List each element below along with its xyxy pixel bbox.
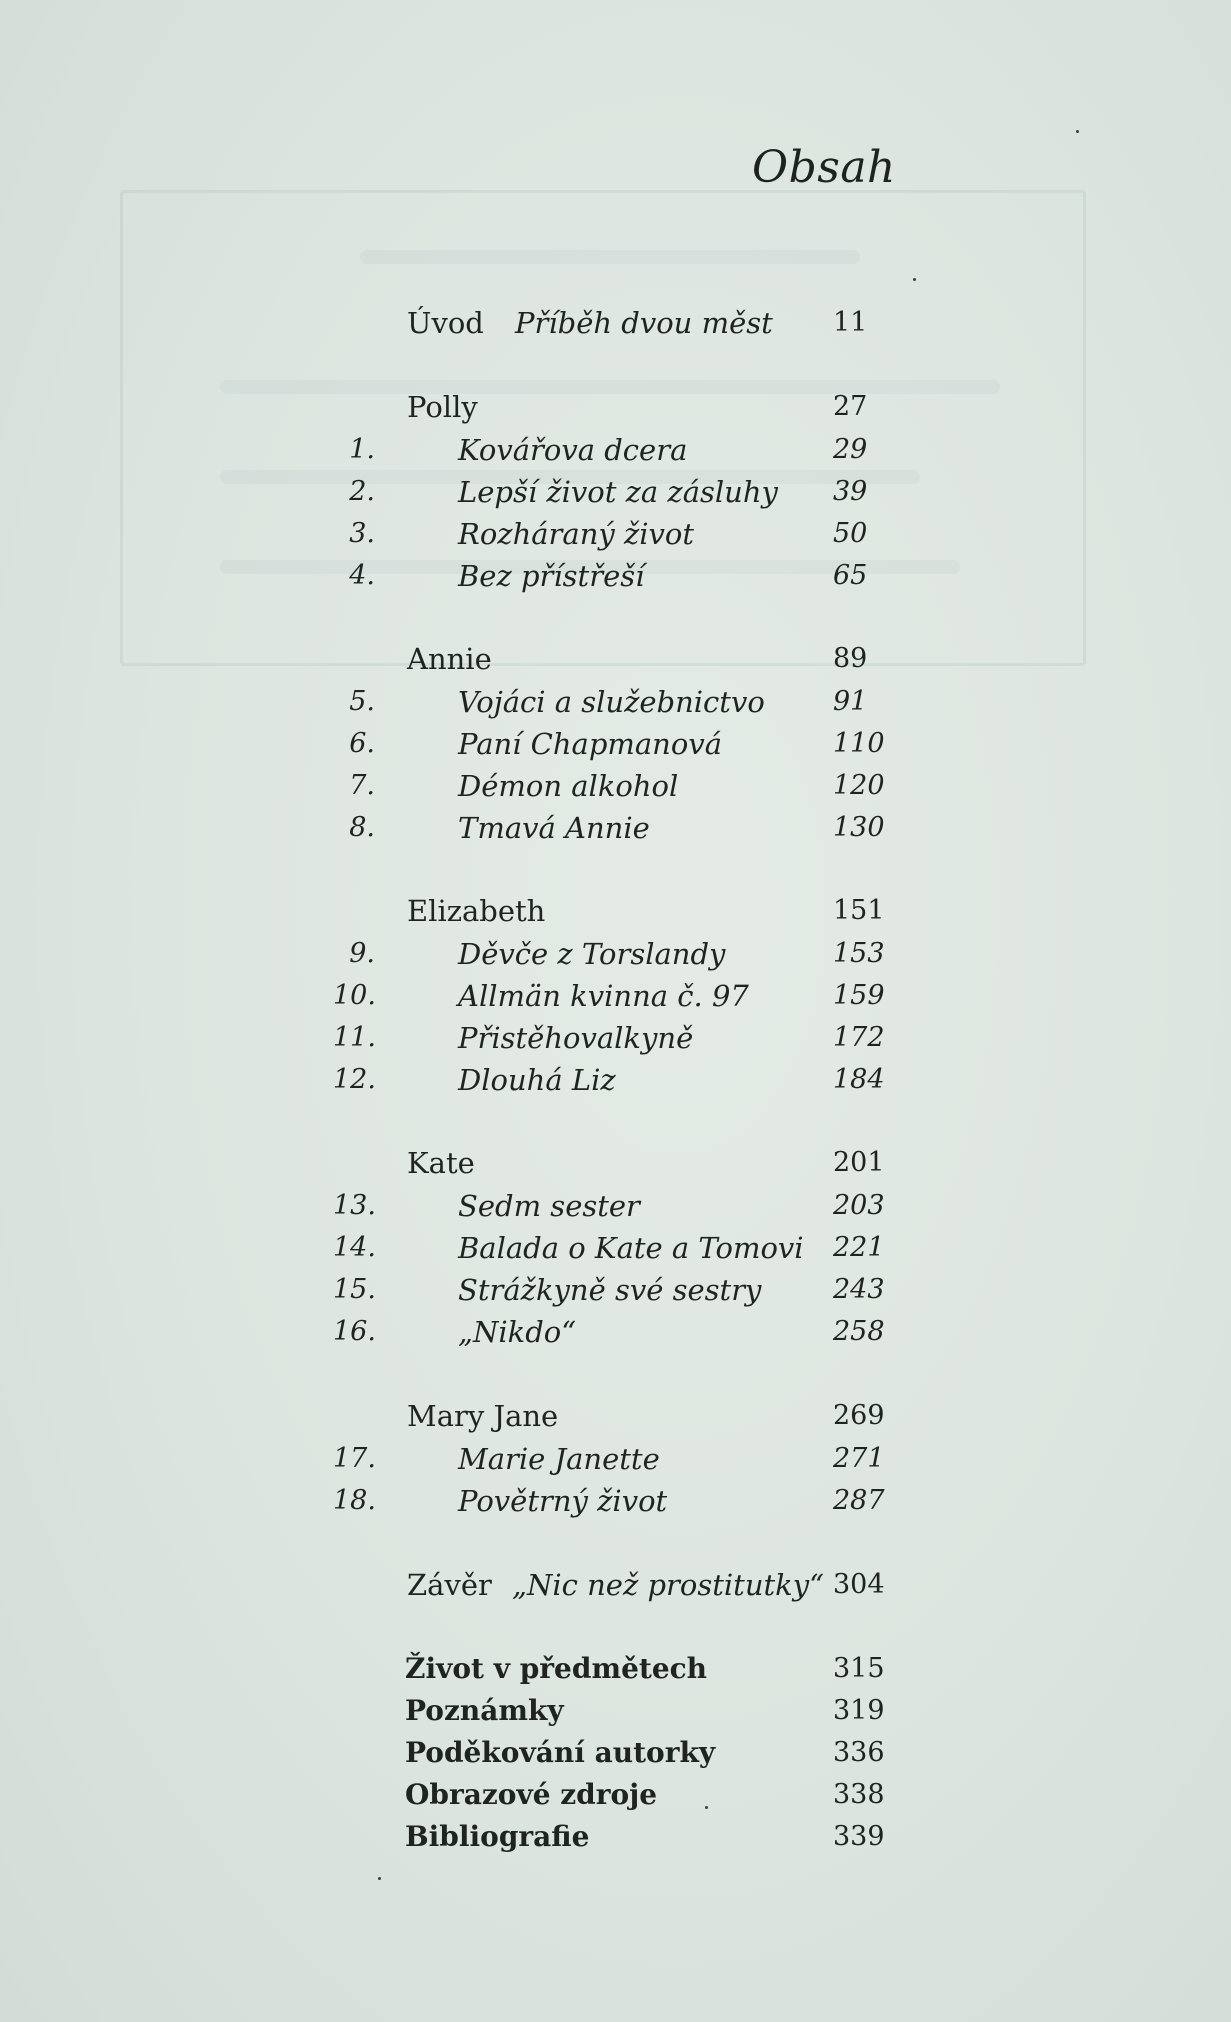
toc-chapter-number: 6. — [349, 728, 375, 759]
toc-back-matter-page: 336 — [833, 1737, 885, 1768]
toc-chapter-number: 1. — [349, 434, 375, 465]
toc-chapter-number: 9. — [349, 938, 375, 969]
toc-chapter-row — [0, 1186, 1231, 1226]
toc-part-page: 269 — [833, 1400, 885, 1431]
toc-chapter-number: 18. — [333, 1485, 376, 1516]
toc-chapter-title: Povětrný život — [458, 1484, 668, 1518]
toc-chapter-page: 203 — [833, 1190, 885, 1221]
toc-chapter-page: 287 — [833, 1485, 885, 1516]
toc-back-matter-page: 315 — [833, 1653, 885, 1684]
toc-chapter-title: Sedm sester — [458, 1189, 640, 1223]
toc-chapter-title: Paní Chapmanová — [458, 727, 722, 761]
toc-back-matter-title: Poděkování autorky — [405, 1736, 716, 1769]
toc-chapter-row — [0, 514, 1231, 554]
toc-back-matter-row — [0, 1775, 1231, 1815]
toc-chapter-page: 65 — [833, 560, 868, 591]
toc-chapter-title: Strážkyně své sestry — [458, 1273, 762, 1307]
toc-part-page: 89 — [833, 643, 868, 674]
toc-chapter-page: 39 — [833, 476, 868, 507]
toc-part-row — [0, 639, 1231, 679]
toc-intro-title: Příběh dvou měst — [515, 306, 773, 340]
toc-back-matter-page: 339 — [833, 1821, 885, 1852]
toc-chapter-row — [0, 808, 1231, 848]
toc-part-name: Annie — [407, 642, 492, 676]
toc-chapter-page: 184 — [833, 1064, 885, 1095]
toc-chapter-row — [0, 556, 1231, 596]
toc-chapter-row — [0, 682, 1231, 722]
toc-conclusion-row — [0, 1565, 1231, 1605]
toc-chapter-page: 258 — [833, 1316, 885, 1347]
toc-chapter-number: 13. — [333, 1190, 376, 1221]
toc-chapter-title: „Nikdo“ — [458, 1315, 577, 1349]
toc-chapter-page: 159 — [833, 980, 885, 1011]
toc-back-matter-row — [0, 1649, 1231, 1689]
toc-chapter-title: Přistěhovalkyně — [458, 1021, 694, 1055]
toc-chapter-page: 243 — [833, 1274, 885, 1305]
toc-intro-page: 11 — [833, 307, 868, 338]
toc-intro-row — [0, 303, 1231, 343]
toc-chapter-row — [0, 430, 1231, 470]
toc-part-row — [0, 387, 1231, 427]
toc-chapter-number: 2. — [349, 476, 375, 507]
toc-intro-label: Úvod — [407, 306, 484, 340]
toc-chapter-row — [0, 934, 1231, 974]
toc-chapter-row — [0, 1018, 1231, 1058]
toc-chapter-page: 50 — [833, 518, 868, 549]
toc-back-matter-title: Život v předmětech — [405, 1652, 708, 1685]
toc-chapter-row — [0, 1270, 1231, 1310]
toc-part-name: Mary Jane — [407, 1399, 559, 1433]
toc-back-matter-row — [0, 1691, 1231, 1731]
toc-chapter-title: Vojáci a služebnictvo — [458, 685, 765, 719]
toc-conclusion-page: 304 — [833, 1569, 885, 1600]
toc-chapter-title: Allmän kvinna č. 97 — [458, 979, 749, 1013]
dust-speck — [913, 278, 916, 281]
toc-chapter-row — [0, 1228, 1231, 1268]
toc-chapter-title: Tmavá Annie — [458, 811, 650, 845]
toc-chapter-page: 221 — [833, 1232, 885, 1263]
toc-chapter-number: 4. — [349, 560, 375, 591]
toc-chapter-title: Bez přístřeší — [458, 559, 645, 593]
toc-part-name: Kate — [407, 1146, 475, 1180]
toc-part-row — [0, 891, 1231, 931]
toc-chapter-title: Lepší život za zásluhy — [458, 475, 778, 509]
toc-chapter-title: Rozháraný život — [458, 517, 695, 551]
toc-chapter-row — [0, 724, 1231, 764]
toc-part-page: 201 — [833, 1147, 885, 1178]
dust-speck — [705, 1806, 708, 1809]
toc-chapter-page: 110 — [833, 728, 885, 759]
toc-back-matter-row — [0, 1733, 1231, 1773]
toc-chapter-row — [0, 472, 1231, 512]
toc-chapter-title: Démon alkohol — [458, 769, 679, 803]
toc-chapter-page: 91 — [833, 686, 868, 717]
toc-chapter-number: 8. — [349, 812, 375, 843]
toc-chapter-number: 12. — [333, 1064, 376, 1095]
toc-chapter-title: Děvče z Torslandy — [458, 937, 726, 971]
toc-chapter-page: 120 — [833, 770, 885, 801]
toc-chapter-number: 3. — [349, 518, 375, 549]
toc-chapter-title: Balada o Kate a Tomovi — [458, 1231, 804, 1265]
toc-back-matter-row — [0, 1817, 1231, 1857]
toc-conclusion-title: „Nic než prostitutky“ — [512, 1568, 824, 1602]
toc-chapter-row — [0, 1439, 1231, 1479]
toc-conclusion-label: Závěr — [407, 1568, 492, 1602]
toc-chapter-number: 10. — [333, 980, 376, 1011]
toc-chapter-row — [0, 976, 1231, 1016]
toc-part-row — [0, 1396, 1231, 1436]
toc-chapter-row — [0, 1481, 1231, 1521]
toc-chapter-page: 153 — [833, 938, 885, 969]
toc-back-matter-title: Bibliografie — [405, 1820, 590, 1853]
toc-chapter-number: 16. — [333, 1316, 376, 1347]
toc-part-row — [0, 1143, 1231, 1183]
toc-chapter-page: 172 — [833, 1022, 885, 1053]
toc-chapter-number: 7. — [349, 770, 375, 801]
page-title: Obsah — [752, 142, 896, 193]
toc-chapter-number: 5. — [349, 686, 375, 717]
toc-chapter-number: 17. — [333, 1443, 376, 1474]
toc-chapter-row — [0, 1312, 1231, 1352]
dust-speck — [1076, 130, 1079, 133]
toc-chapter-page: 29 — [833, 434, 868, 465]
toc-back-matter-page: 338 — [833, 1779, 885, 1810]
toc-chapter-page: 130 — [833, 812, 885, 843]
toc-chapter-row — [0, 1060, 1231, 1100]
dust-speck — [378, 1877, 381, 1880]
toc-back-matter-page: 319 — [833, 1695, 885, 1726]
toc-chapter-page: 271 — [833, 1443, 885, 1474]
toc-part-page: 151 — [833, 895, 885, 926]
toc-part-page: 27 — [833, 391, 868, 422]
toc-chapter-title: Kovářova dcera — [458, 433, 688, 467]
toc-chapter-title: Marie Janette — [458, 1442, 660, 1476]
toc-chapter-number: 14. — [333, 1232, 376, 1263]
toc-chapter-number: 11. — [333, 1022, 376, 1053]
toc-part-name: Polly — [407, 390, 478, 424]
toc-part-name: Elizabeth — [407, 894, 546, 928]
toc-back-matter-title: Obrazové zdroje — [405, 1778, 658, 1811]
toc-chapter-number: 15. — [333, 1274, 376, 1305]
toc-chapter-row — [0, 766, 1231, 806]
toc-chapter-title: Dlouhá Liz — [458, 1063, 616, 1097]
toc-back-matter-title: Poznámky — [405, 1694, 564, 1727]
